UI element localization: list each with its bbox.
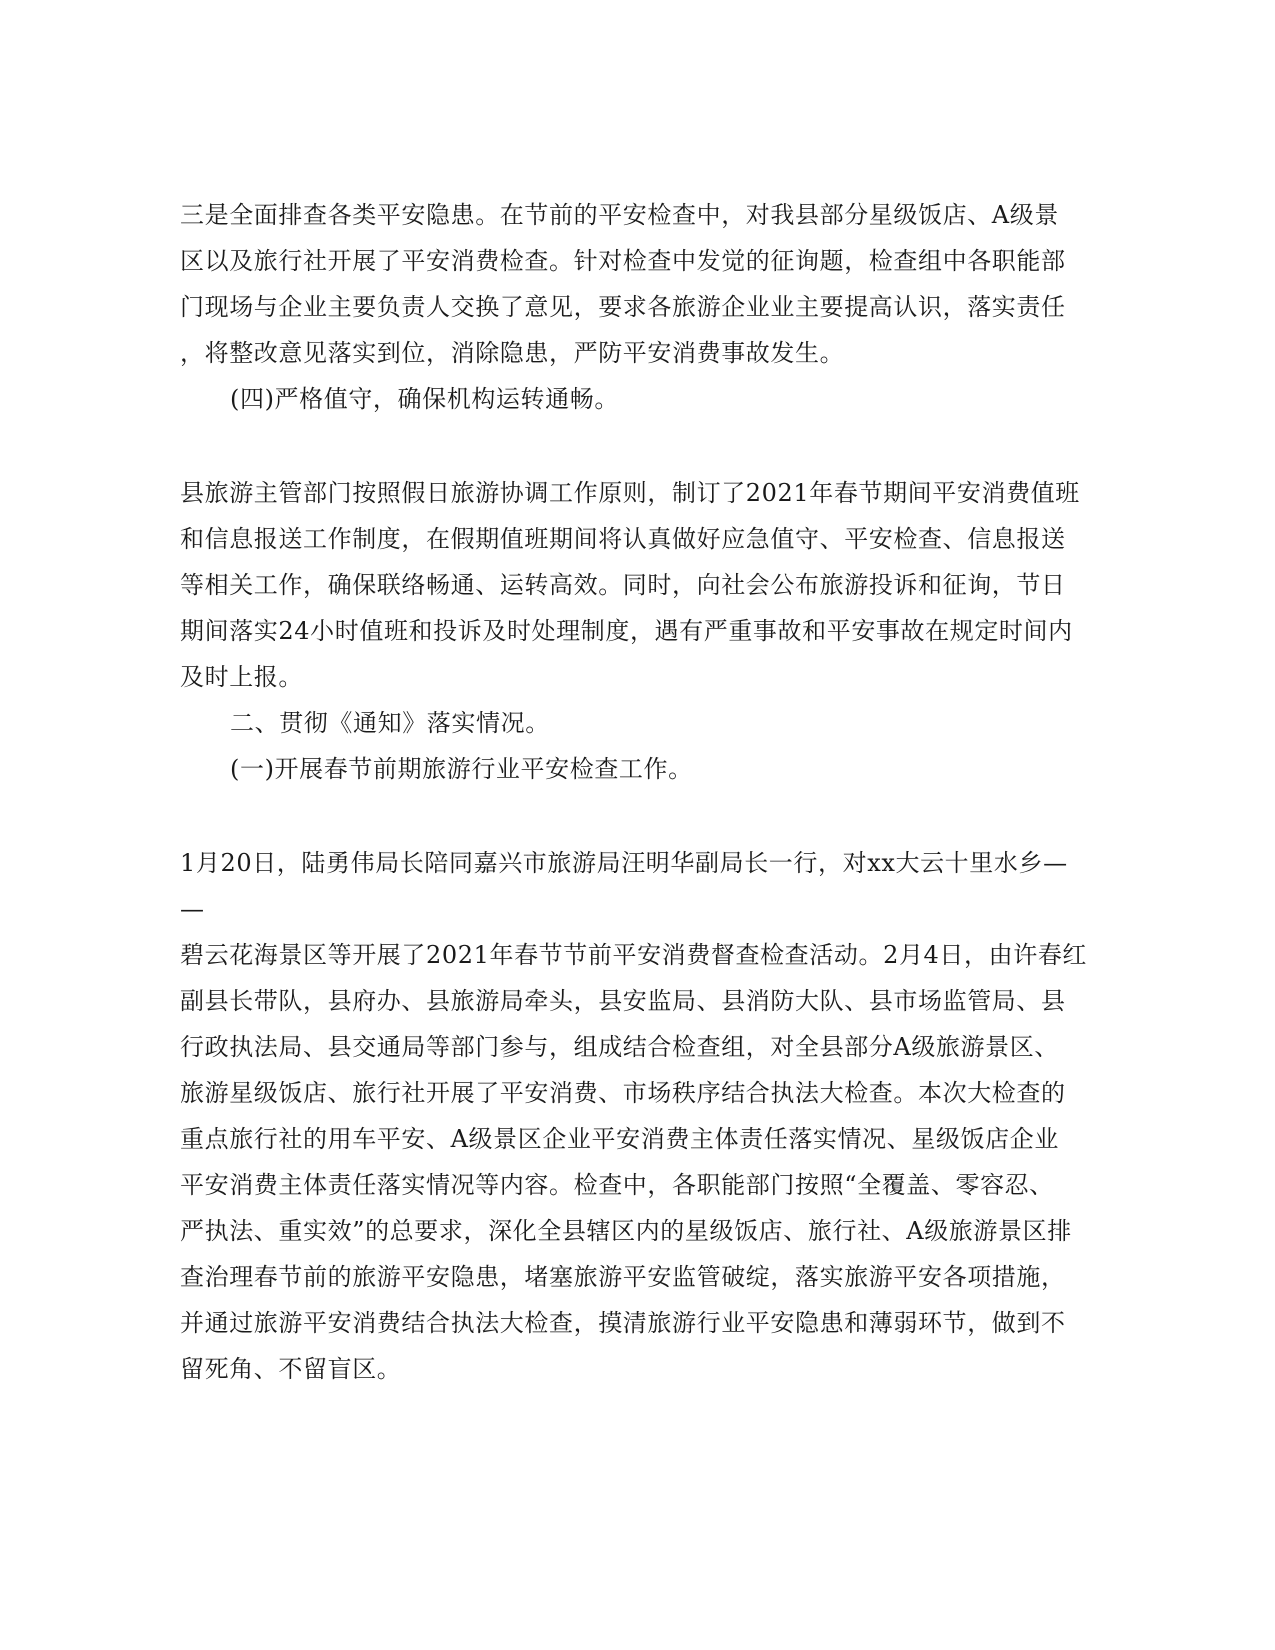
paragraph-line: 行政执法局、县交通局等部门参与，组成结合检查组，对全县部分A级旅游景区、 — [180, 1033, 1059, 1061]
paragraph-line: 碧云花海景区等开展了2021年春节节前平安消费督查检查活动。2月4日，由许春红 — [180, 941, 1088, 969]
paragraph-line: 和信息报送工作制度，在假期值班期间将认真做好应急值守、平安检查、信息报送 — [180, 525, 1066, 553]
paragraph-line: 三是全面排查各类平安隐患。在节前的平安检查中，对我县部分星级饭店、A级景 — [180, 201, 1059, 229]
paragraph-line: 1月20日，陆勇伟局长陪同嘉兴市旅游局汪明华副局长一行，对xx大云十里水乡— — [180, 849, 1068, 877]
paragraph-line: 查治理春节前的旅游平安隐患，堵塞旅游平安监管破绽，落实旅游平安各项措施， — [180, 1263, 1066, 1291]
section-heading: (四)严格值守，确保机构运转通畅。 — [230, 385, 619, 413]
paragraph-line: 平安消费主体责任落实情况等内容。检查中，各职能部门按照“全覆盖、零容忍、 — [180, 1171, 1054, 1199]
paragraph-line: 并通过旅游平安消费结合执法大检查，摸清旅游行业平安隐患和薄弱环节，做到不 — [180, 1309, 1066, 1337]
paragraph-line: 门现场与企业主要负责人交换了意见，要求各旅游企业业主要提高认识，落实责任 — [180, 293, 1066, 321]
paragraph-line: 留死角、不留盲区。 — [180, 1355, 402, 1383]
paragraph-line: 区以及旅行社开展了平安消费检查。针对检查中发觉的征询题，检查组中各职能部 — [180, 247, 1066, 275]
paragraph-line: 等相关工作，确保联络畅通、运转高效。同时，向社会公布旅游投诉和征询，节日 — [180, 571, 1066, 599]
paragraph-line: 期间落实24小时值班和投诉及时处理制度，遇有严重事故和平安事故在规定时间内 — [180, 617, 1073, 645]
section-heading: (一)开展春节前期旅游行业平安检查工作。 — [230, 755, 693, 783]
section-heading: 二、贯彻《通知》落实情况。 — [230, 709, 550, 737]
paragraph-line: — — [180, 895, 205, 923]
paragraph-line: 重点旅行社的用车平安、A级景区企业平安消费主体责任落实情况、星级饭店企业 — [180, 1125, 1059, 1153]
paragraph-line: 及时上报。 — [180, 663, 303, 691]
paragraph-line: 副县长带队，县府办、县旅游局牵头，县安监局、县消防大队、县市场监管局、县 — [180, 987, 1066, 1015]
paragraph-line: 旅游星级饭店、旅行社开展了平安消费、市场秩序结合执法大检查。本次大检查的 — [180, 1079, 1066, 1107]
paragraph-line: 县旅游主管部门按照假日旅游协调工作原则，制订了2021年春节期间平安消费值班 — [180, 479, 1080, 507]
paragraph-line: 严执法、重实效”的总要求，深化全县辖区内的星级饭店、旅行社、A级旅游景区排 — [180, 1217, 1072, 1245]
paragraph-line: ，将整改意见落实到位，消除隐患，严防平安消费事故发生。 — [180, 339, 845, 367]
